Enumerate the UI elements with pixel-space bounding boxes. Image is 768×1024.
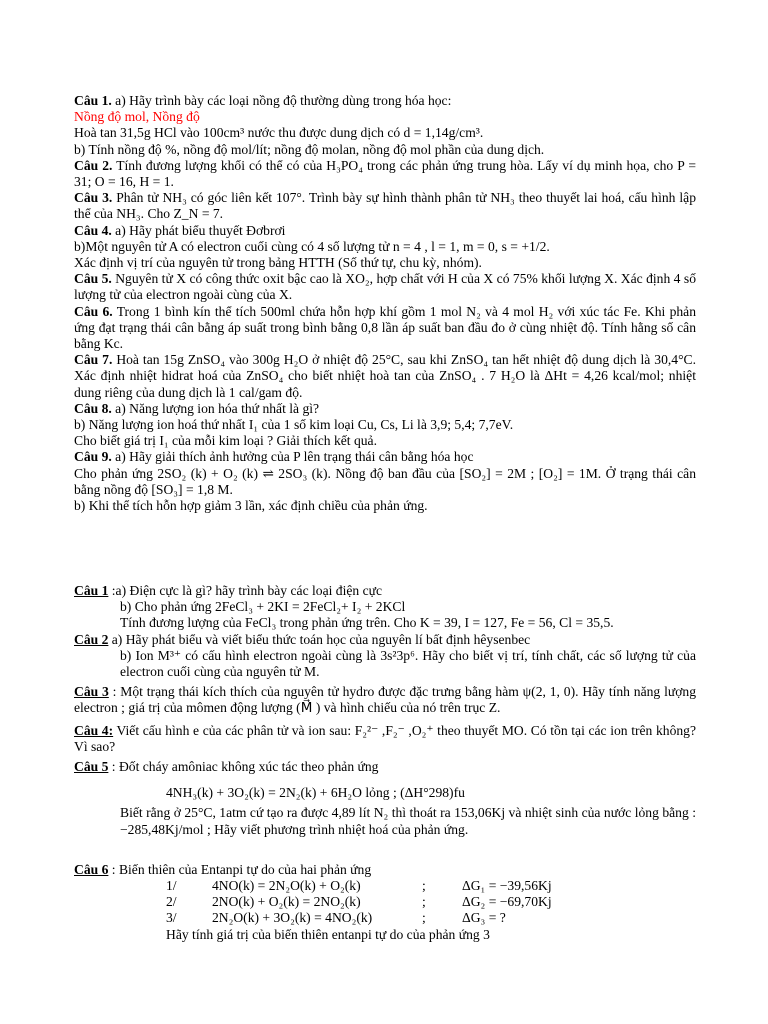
q1-data-line: Hoà tan 31,5g HCl vào 100cm³ nước thu được dung dịch có d = 1,14g/cm³. — [74, 125, 484, 141]
p2-q1-b-line: b) Cho phản ứng 2FeCl₃ + 2KI = 2FeCl₂+ I₂ + 2KCl — [120, 599, 406, 615]
p2-q1-line: Câu 1 :a) Điện cực là gì? hãy trình bày các loại điện cực — [74, 583, 383, 598]
q3-line: Câu 3. Phân tử NH₃ có góc liên kết 107°. Trình bày sự hình thành phân tử NH₃ theo thuyết lai hoá, cấu hình lập thể của NH₃. Cho Z_N = 7. — [74, 190, 696, 222]
p2-q6-line: Câu 6 : Biến thiên của Entanpi tự do của hai phản ứng — [74, 861, 372, 877]
p2-q1-c-line: Tính đương lượng của FeCl₃ trong phản ứng trên. Cho K = 39, I = 127, Fe = 56, Cl = 35,5. — [120, 615, 614, 631]
reaction-row: 2/ 2NO(k) + O₂(k) = 2NO₂(k) ; ΔG₂ = −69,70Kj — [166, 894, 552, 910]
q1-b-line: b) Tính nồng độ %, nồng độ mol/lít; nồng độ molan, nồng độ mol phần của dung dịch. — [74, 141, 545, 157]
q8-b-line: b) Năng lượng ion hoá thứ nhất I₁ của 1 số kim loại Cu, Cs, Li là 3,9; 5,4; 7,7eV. — [74, 417, 514, 433]
q4-line: Câu 4. a) Hãy phát biểu thuyết Đơbrơi — [74, 222, 286, 238]
q8-c-line: Cho biết giá trị I₁ của mỗi kim loại ? Giải thích kết quả. — [74, 433, 377, 449]
reaction-row: 1/ 4NO(k) = 2N₂O(k) + O₂(k) ; ΔG₁ = −39,56Kj — [166, 878, 552, 894]
p2-q5-equation: 4NH₃(k) + 3O₂(k) = 2N₂(k) + 6H₂O lỏng ; (ΔH°298)fu — [166, 785, 465, 801]
q9-line: Câu 9. a) Hãy giải thích ảnh hưởng của P lên trạng thái cân bằng hóa học — [74, 449, 474, 465]
q2-line: Câu 2. Tính đương lượng khối có thể có của H₃PO₄ trong các phản ứng trung hòa. Lấy ví dụ minh họa, cho P = 31; O = 16, H = 1. — [74, 157, 696, 190]
p2-q2-line: Câu 2 a) Hãy phát biểu và viết biểu thức toán học của nguyên lí bất định hêysenbec — [74, 631, 531, 647]
p2-q2-b-line: b) Ion M³⁺ có cấu hình electron ngoài cùng là 3s²3p⁶. Hãy cho biết vị trí, tính chất, các số lượng tử của electron cuối cùng của nguyên tử M. — [120, 647, 696, 680]
p2-q6-conclusion: Hãy tính giá trị của biến thiên entanpi tự do của phản ứng 3 — [166, 926, 490, 942]
exam-part-2 — [74, 583, 696, 943]
q8-line: Câu 8. a) Năng lượng ion hóa thứ nhất là gì? — [74, 400, 320, 416]
p2-q4-line: Câu 4: Viết cấu hình e của các phân tử và ion sau: F₂²⁻ ,F₂⁻ ,O₂⁺ theo thuyết MO. Có tồn tại các ion trên không? Vì sao? — [74, 722, 696, 754]
exam-part-1 — [74, 93, 696, 514]
p2-q3-line: Câu 3 : Một trạng thái kích thích của nguyên tử hydro được đặc trưng bằng hàm ψ(2, 1, 0). Hãy tính năng lượng electron ; giá trị của mômen động lượng (M⃗ ) và hình chiếu của nó trên trục Z. — [74, 684, 696, 716]
q4-b-line: b)Một nguyên tử A có electron cuối cùng có 4 số lượng tử n = 4 , l = 1, m = 0, s = +1/2. — [74, 238, 550, 254]
q9-b-line: b) Khi thể tích hỗn hợp giảm 3 lần, xác định chiều của phản ứng. — [74, 498, 428, 514]
q1-answer-highlight: Nồng độ mol, Nồng độ — [74, 109, 200, 125]
reaction-table — [166, 878, 696, 943]
q4-c-line: Xác định vị trí của nguyên tử trong bảng HTTH (Số thứ tự, chu kỳ, nhóm). — [74, 255, 482, 271]
q7-line: Câu 7. Hoà tan 15g ZnSO₄ vào 300g H₂O ở nhiệt độ 25°C, sau khi ZnSO₄ tan hết nhiệt độ dung dịch là 30,4°C. Xác định nhiệt hidrat hoá của ZnSO₄ cho biết nhiệt hoà tan của ZnSO₄ . 7 H₂O là ΔHt = 4,26 kcal/mol; nhiệt dung riêng của dung dịch là 1 cal/gam độ. — [74, 352, 696, 400]
p2-q5-b-line: Biết rằng ở 25°C, 1atm cứ tạo ra được 4,89 lít N₂ thì thoát ra 153,06Kj và nhiệt sinh của nước lỏng bằng : −285,48Kj/mol ; Hãy viết phương trình nhiệt hoá của phản ứng. — [120, 805, 696, 837]
p2-q5-line: Câu 5 : Đốt cháy amôniac không xúc tác theo phản ứng — [74, 759, 379, 775]
reaction-row: 3/ 2N₂O(k) + 3O₂(k) = 4NO₂(k) ; ΔG₃ = ? — [166, 910, 506, 926]
q1-line: Câu 1. a) Hãy trình bày các loại nồng độ thường dùng trong hóa học: — [74, 93, 452, 108]
q6-line: Câu 6. Trong 1 bình kín thể tích 500ml chứa hỗn hợp khí gồm 1 mol N₂ và 4 mol H₂ với xúc tác Fe. Khi phản ứng đạt trạng thái cân bằng áp suất trong bình bằng 0,8 lần áp suất ban đầu đo ở cùng nhiệt độ. Tính hằng số cân bằng Kc. — [74, 303, 696, 352]
q9-reaction-line: Cho phản ứng 2SO₂ (k) + O₂ (k) ⇌ 2SO₃ (k). Nồng độ ban đầu của [SO₂] = 2M ; [O₂] = 1M. Ở trạng thái cân bằng nồng độ [SO₃] = 1,8 M. — [74, 465, 696, 497]
q5-line: Câu 5. Nguyên tử X có công thức oxit bậc cao là XO₂, hợp chất với H của X có 75% khối lượng X. Xác định 4 số lượng tử của electron ngoài cùng của X. — [74, 271, 696, 303]
